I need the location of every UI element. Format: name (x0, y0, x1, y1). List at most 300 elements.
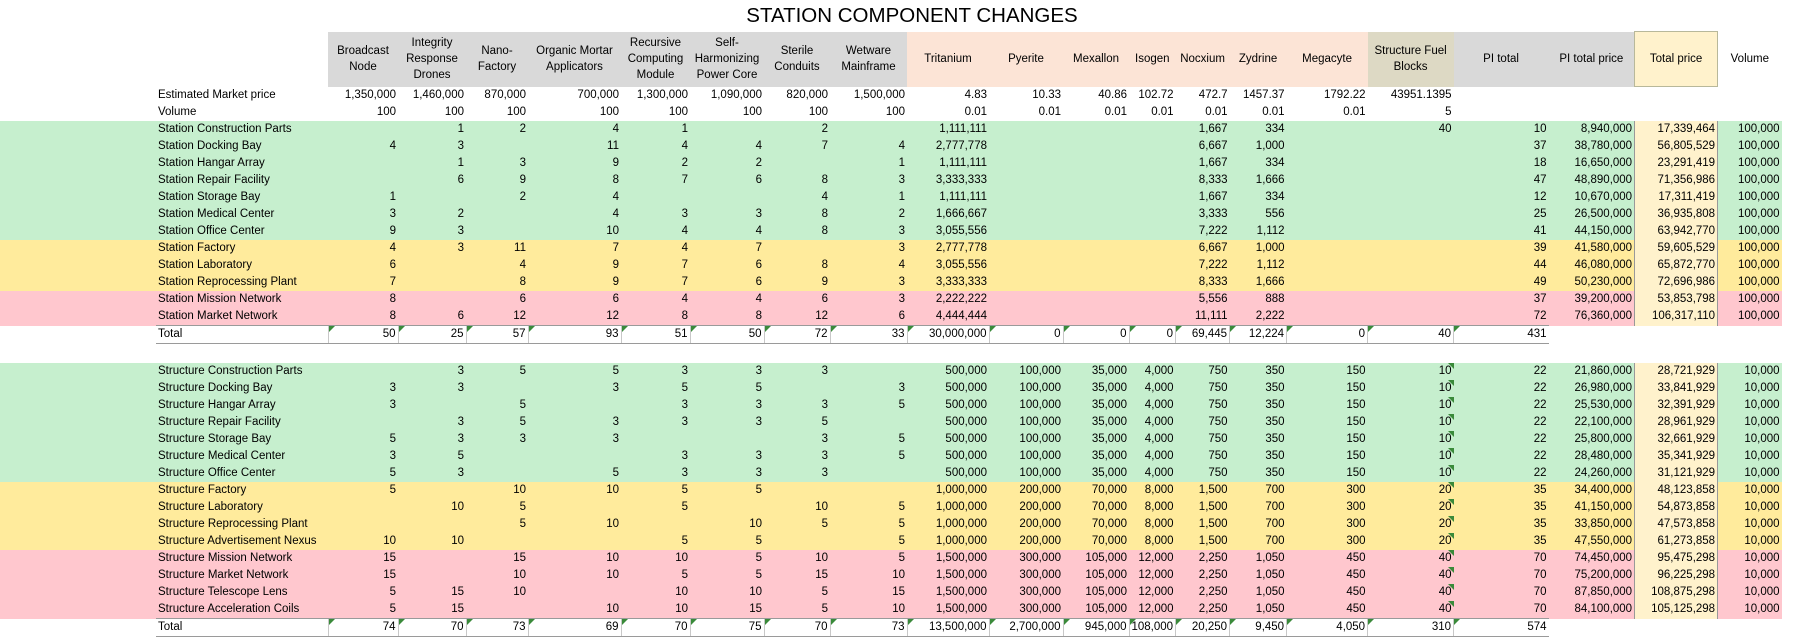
cell[interactable]: 17,339,464 (1635, 121, 1718, 138)
row-label[interactable]: Structure Factory (156, 482, 328, 499)
column-header-pi[interactable]: Broadcast Node (328, 32, 398, 87)
cell[interactable]: 7 (621, 257, 690, 274)
cell[interactable]: 3 (621, 414, 690, 431)
cell[interactable]: 5 (830, 550, 907, 567)
cell[interactable]: 3 (690, 448, 764, 465)
cell[interactable]: 4,000 (1129, 414, 1176, 431)
cell[interactable]: 10 (528, 550, 621, 567)
cell[interactable]: 9 (528, 257, 621, 274)
row-band[interactable] (0, 601, 156, 619)
cell[interactable]: 1,500,000 (907, 567, 989, 584)
cell[interactable] (764, 482, 830, 499)
cell[interactable]: 300,000 (989, 550, 1063, 567)
cell[interactable]: 100 (376, 106, 396, 118)
cell[interactable]: 300,000 (989, 601, 1063, 619)
column-header-mineral[interactable]: Pyerite (989, 32, 1063, 87)
cell[interactable]: 500,000 (907, 380, 989, 397)
row-label[interactable]: Structure Repair Facility (156, 414, 328, 431)
cell[interactable]: 35 (1454, 499, 1549, 516)
cell[interactable]: 21,860,000 (1549, 363, 1635, 380)
cell[interactable]: 26,500,000 (1549, 206, 1635, 223)
cell[interactable]: 12,000 (1129, 550, 1176, 567)
cell[interactable]: 20 (1368, 533, 1454, 550)
cell[interactable]: 9 (764, 274, 830, 291)
cell[interactable]: 5 (830, 448, 907, 465)
cell[interactable]: 3 (621, 465, 690, 482)
total-cell[interactable]: 40 (1368, 326, 1454, 344)
cell[interactable]: 43951.1395 (1390, 88, 1452, 101)
cell[interactable]: 10,000 (1718, 431, 1782, 448)
cell[interactable]: 10 (830, 601, 907, 619)
cell[interactable]: 750 (1176, 363, 1230, 380)
cell[interactable]: 39,200,000 (1549, 291, 1635, 308)
row-label[interactable]: Structure Storage Bay (156, 431, 328, 448)
cell[interactable]: 750 (1176, 465, 1230, 482)
cell[interactable]: 3 (830, 240, 907, 257)
cell[interactable]: 750 (1176, 448, 1230, 465)
cell[interactable]: 10,000 (1718, 601, 1782, 619)
cell[interactable]: 750 (1176, 431, 1230, 448)
row-label[interactable]: Station Hangar Array (156, 155, 328, 172)
cell[interactable]: 7,222 (1176, 257, 1230, 274)
cell[interactable]: 10 (528, 601, 621, 619)
cell[interactable]: 820,000 (786, 88, 828, 101)
cell[interactable] (398, 257, 466, 274)
total-label[interactable]: Total (156, 326, 328, 344)
cell[interactable]: 10,000 (1718, 380, 1782, 397)
cell[interactable]: 65,872,770 (1635, 257, 1718, 274)
cell[interactable]: 3 (328, 397, 398, 414)
cell[interactable]: 10 (466, 584, 528, 601)
cell[interactable]: 74,450,000 (1549, 550, 1635, 567)
cell[interactable] (1287, 138, 1368, 155)
cell[interactable]: 4,000 (1129, 380, 1176, 397)
cell[interactable]: 50,230,000 (1549, 274, 1635, 291)
cell[interactable]: 40 (1368, 601, 1454, 619)
cell[interactable]: 750 (1176, 380, 1230, 397)
cell[interactable]: 49 (1454, 274, 1549, 291)
row-label[interactable]: Station Docking Bay (156, 138, 328, 155)
row-label[interactable]: Station Repair Facility (156, 172, 328, 189)
cell[interactable]: 10,000 (1718, 567, 1782, 584)
row-label[interactable]: Structure Acceleration Coils (156, 601, 328, 619)
cell[interactable]: 47 (1454, 172, 1549, 189)
cell[interactable]: 700 (1230, 499, 1287, 516)
cell[interactable]: 4,000 (1129, 397, 1176, 414)
row-label[interactable]: Structure Market Network (156, 567, 328, 584)
cell[interactable]: 3 (764, 363, 830, 380)
market-price-row-label[interactable]: Estimated Market price (158, 88, 276, 101)
cell[interactable]: 10 (528, 567, 621, 584)
cell[interactable]: 40.86 (1098, 88, 1127, 101)
cell[interactable]: 36,935,808 (1635, 206, 1718, 223)
cell[interactable]: 0.01 (1104, 106, 1127, 118)
cell[interactable] (1287, 274, 1368, 291)
cell[interactable]: 750 (1176, 397, 1230, 414)
cell[interactable]: 4,000 (1129, 363, 1176, 380)
total-cell[interactable]: 93 (528, 326, 621, 344)
cell[interactable]: 10,000 (1718, 516, 1782, 533)
column-header-mineral[interactable]: Mexallon (1063, 32, 1129, 87)
cell[interactable]: 22 (1454, 414, 1549, 431)
cell[interactable]: 32,661,929 (1635, 431, 1718, 448)
cell[interactable] (830, 482, 907, 499)
cell[interactable]: 35 (1454, 482, 1549, 499)
cell[interactable]: 1,500,000 (907, 550, 989, 567)
cell[interactable]: 1,050 (1230, 550, 1287, 567)
cell[interactable] (1129, 291, 1176, 308)
cell[interactable] (989, 257, 1063, 274)
cell[interactable] (528, 499, 621, 516)
total-cell[interactable]: 70 (398, 619, 466, 637)
cell[interactable]: 4 (528, 206, 621, 223)
cell[interactable]: 5 (466, 414, 528, 431)
cell[interactable] (989, 291, 1063, 308)
cell[interactable]: 10 (764, 550, 830, 567)
cell[interactable]: 70 (1454, 550, 1549, 567)
cell[interactable]: 3 (830, 223, 907, 240)
cell[interactable]: 3 (690, 206, 764, 223)
cell[interactable]: 15 (466, 550, 528, 567)
cell[interactable]: 1,667 (1176, 189, 1230, 206)
row-band[interactable] (0, 172, 156, 189)
column-header-fuel[interactable]: Structure Fuel Blocks (1368, 32, 1454, 87)
row-band[interactable] (0, 533, 156, 550)
cell[interactable]: 0.01 (964, 106, 987, 118)
cell[interactable]: 10 (398, 499, 466, 516)
row-band[interactable] (0, 206, 156, 223)
cell[interactable]: 3 (621, 448, 690, 465)
cell[interactable]: 59,605,529 (1635, 240, 1718, 257)
cell[interactable]: 44 (1454, 257, 1549, 274)
cell[interactable]: 5 (466, 499, 528, 516)
cell[interactable] (398, 274, 466, 291)
cell[interactable]: 350 (1230, 380, 1287, 397)
cell[interactable]: 10 (1368, 414, 1454, 431)
cell[interactable]: 22 (1454, 397, 1549, 414)
cell[interactable]: 350 (1230, 414, 1287, 431)
cell[interactable]: 6 (764, 291, 830, 308)
total-cell[interactable]: 50 (690, 326, 764, 344)
cell[interactable]: 350 (1230, 363, 1287, 380)
row-band[interactable] (0, 291, 156, 308)
cell[interactable]: 150 (1287, 397, 1368, 414)
total-cell[interactable]: 108,000 (1129, 619, 1176, 637)
cell[interactable]: 33,841,929 (1635, 380, 1718, 397)
cell[interactable] (466, 533, 528, 550)
cell[interactable] (830, 414, 907, 431)
cell[interactable]: 4 (621, 223, 690, 240)
cell[interactable]: 10 (621, 584, 690, 601)
cell[interactable] (764, 240, 830, 257)
cell[interactable]: 10 (690, 516, 764, 533)
total-cell[interactable]: 70 (621, 619, 690, 637)
cell[interactable]: 5 (466, 363, 528, 380)
row-band[interactable] (0, 223, 156, 240)
cell[interactable]: 10 (1368, 431, 1454, 448)
cell[interactable]: 10,670,000 (1549, 189, 1635, 206)
row-band[interactable] (0, 567, 156, 584)
cell[interactable] (466, 601, 528, 619)
cell[interactable] (466, 223, 528, 240)
cell[interactable]: 2 (830, 206, 907, 223)
row-band[interactable] (0, 584, 156, 601)
cell[interactable]: 10,000 (1718, 414, 1782, 431)
cell[interactable]: 100,000 (1718, 155, 1782, 172)
cell[interactable]: 8 (764, 206, 830, 223)
cell[interactable]: 1,300,000 (636, 88, 688, 101)
cell[interactable]: 3 (328, 380, 398, 397)
cell[interactable]: 12 (466, 308, 528, 326)
cell[interactable]: 3 (764, 465, 830, 482)
cell[interactable]: 38,780,000 (1549, 138, 1635, 155)
cell[interactable]: 888 (1230, 291, 1287, 308)
cell[interactable]: 28,480,000 (1549, 448, 1635, 465)
cell[interactable] (690, 121, 764, 138)
cell[interactable]: 300,000 (989, 584, 1063, 601)
cell[interactable]: 100 (808, 106, 828, 118)
cell[interactable] (1368, 257, 1454, 274)
cell[interactable]: 0.01 (1343, 106, 1366, 118)
cell[interactable]: 28,721,929 (1635, 363, 1718, 380)
cell[interactable]: 15 (398, 584, 466, 601)
cell[interactable]: 2,250 (1176, 567, 1230, 584)
cell[interactable]: 20 (1368, 499, 1454, 516)
cell[interactable]: 3 (398, 223, 466, 240)
cell[interactable] (690, 499, 764, 516)
cell[interactable]: 0.01 (1205, 106, 1228, 118)
cell[interactable] (989, 189, 1063, 206)
cell[interactable]: 5 (621, 499, 690, 516)
cell[interactable]: 35,000 (1063, 465, 1129, 482)
column-header-total-price[interactable]: Total price (1635, 32, 1718, 87)
total-cell[interactable]: 945,000 (1063, 619, 1129, 637)
cell[interactable]: 47,550,000 (1549, 533, 1635, 550)
row-band[interactable] (0, 155, 156, 172)
cell[interactable]: 150 (1287, 414, 1368, 431)
cell[interactable]: 53,853,798 (1635, 291, 1718, 308)
cell[interactable]: 150 (1287, 431, 1368, 448)
cell[interactable]: 100,000 (1718, 172, 1782, 189)
cell[interactable]: 3 (690, 414, 764, 431)
row-band[interactable] (0, 308, 156, 326)
cell[interactable] (466, 465, 528, 482)
cell[interactable]: 3 (328, 206, 398, 223)
cell[interactable]: 15 (764, 567, 830, 584)
cell[interactable]: 3 (690, 465, 764, 482)
cell[interactable]: 1,111,111 (907, 155, 989, 172)
cell[interactable]: 10,000 (1718, 584, 1782, 601)
cell[interactable]: 11 (528, 138, 621, 155)
row-band[interactable] (0, 397, 156, 414)
cell[interactable]: 70,000 (1063, 499, 1129, 516)
row-band[interactable] (0, 550, 156, 567)
cell[interactable]: 72 (1454, 308, 1549, 326)
cell[interactable]: 63,942,770 (1635, 223, 1718, 240)
cell[interactable]: 300 (1287, 482, 1368, 499)
cell[interactable]: 100,000 (1718, 274, 1782, 291)
cell[interactable]: 70 (1454, 567, 1549, 584)
total-cell[interactable]: 69,445 (1176, 326, 1230, 344)
cell[interactable]: 2 (398, 206, 466, 223)
cell[interactable]: 3 (398, 380, 466, 397)
cell[interactable]: 450 (1287, 584, 1368, 601)
cell[interactable]: 8,000 (1129, 516, 1176, 533)
cell[interactable]: 10 (1368, 363, 1454, 380)
cell[interactable]: 25 (1454, 206, 1549, 223)
cell[interactable]: 1,500,000 (907, 601, 989, 619)
cell[interactable] (1129, 172, 1176, 189)
cell[interactable]: 500,000 (907, 431, 989, 448)
cell[interactable]: 300,000 (989, 567, 1063, 584)
cell[interactable]: 4 (621, 138, 690, 155)
column-header-pi-total[interactable]: PI total (1454, 32, 1549, 87)
cell[interactable]: 37 (1454, 138, 1549, 155)
cell[interactable]: 22,100,000 (1549, 414, 1635, 431)
cell[interactable]: 87,850,000 (1549, 584, 1635, 601)
cell[interactable]: 200,000 (989, 499, 1063, 516)
cell[interactable]: 8 (466, 274, 528, 291)
cell[interactable]: 5 (830, 516, 907, 533)
cell[interactable]: 20 (1368, 482, 1454, 499)
cell[interactable] (690, 189, 764, 206)
cell[interactable] (1287, 308, 1368, 326)
cell[interactable]: 105,000 (1063, 601, 1129, 619)
total-cell[interactable]: 72 (764, 326, 830, 344)
cell[interactable]: 46,080,000 (1549, 257, 1635, 274)
cell[interactable] (1063, 138, 1129, 155)
cell[interactable]: 6,667 (1176, 138, 1230, 155)
cell[interactable]: 4,000 (1129, 465, 1176, 482)
cell[interactable]: 3 (398, 240, 466, 257)
cell[interactable]: 54,873,858 (1635, 499, 1718, 516)
total-cell[interactable]: 57 (466, 326, 528, 344)
cell[interactable]: 300 (1287, 499, 1368, 516)
cell[interactable]: 12,000 (1129, 567, 1176, 584)
cell[interactable]: 10,000 (1718, 533, 1782, 550)
row-label[interactable]: Station Office Center (156, 223, 328, 240)
cell[interactable]: 10,000 (1718, 448, 1782, 465)
cell[interactable]: 100 (506, 106, 526, 118)
cell[interactable] (528, 448, 621, 465)
cell[interactable]: 3 (328, 448, 398, 465)
cell[interactable]: 5 (621, 380, 690, 397)
cell[interactable]: 5 (690, 550, 764, 567)
cell[interactable]: 1,500,000 (853, 88, 905, 101)
cell[interactable]: 10 (1368, 380, 1454, 397)
cell[interactable]: 28,961,929 (1635, 414, 1718, 431)
row-band[interactable] (0, 240, 156, 257)
cell[interactable]: 3,055,556 (907, 223, 989, 240)
cell[interactable]: 10 (466, 567, 528, 584)
cell[interactable] (1287, 121, 1368, 138)
total-cell[interactable]: 30,000,000 (907, 326, 989, 344)
row-band[interactable] (0, 138, 156, 155)
cell[interactable] (1129, 257, 1176, 274)
cell[interactable]: 6 (690, 172, 764, 189)
cell[interactable]: 33,850,000 (1549, 516, 1635, 533)
cell[interactable]: 10 (1368, 448, 1454, 465)
cell[interactable]: 106,317,110 (1635, 308, 1718, 326)
cell[interactable]: 100,000 (989, 414, 1063, 431)
cell[interactable]: 22 (1454, 465, 1549, 482)
column-header-pi[interactable]: Integrity Response Drones (398, 32, 466, 87)
cell[interactable]: 95,475,298 (1635, 550, 1718, 567)
cell[interactable]: 1,666 (1230, 274, 1287, 291)
cell[interactable] (1063, 189, 1129, 206)
total-cell[interactable]: 73 (466, 619, 528, 637)
cell[interactable] (1368, 206, 1454, 223)
cell[interactable]: 350 (1230, 397, 1287, 414)
cell[interactable]: 3 (398, 465, 466, 482)
cell[interactable]: 100,000 (1718, 257, 1782, 274)
cell[interactable]: 4,000 (1129, 448, 1176, 465)
total-cell[interactable]: 0 (1287, 326, 1368, 344)
row-label[interactable]: Station Storage Bay (156, 189, 328, 206)
total-cell[interactable]: 0 (989, 326, 1063, 344)
cell[interactable] (830, 465, 907, 482)
cell[interactable]: 6 (398, 172, 466, 189)
cell[interactable]: 150 (1287, 465, 1368, 482)
cell[interactable] (989, 138, 1063, 155)
row-label[interactable]: Station Construction Parts (156, 121, 328, 138)
cell[interactable]: 7 (621, 274, 690, 291)
cell[interactable]: 100,000 (989, 465, 1063, 482)
cell[interactable]: 8 (528, 172, 621, 189)
cell[interactable]: 5 (328, 601, 398, 619)
cell[interactable]: 8 (328, 291, 398, 308)
cell[interactable]: 8,000 (1129, 533, 1176, 550)
cell[interactable] (621, 431, 690, 448)
cell[interactable]: 556 (1230, 206, 1287, 223)
cell[interactable]: 1,050 (1230, 601, 1287, 619)
cell[interactable]: 15 (328, 567, 398, 584)
column-header-pi[interactable]: Nano-Factory (466, 32, 528, 87)
cell[interactable] (466, 448, 528, 465)
row-band[interactable] (0, 431, 156, 448)
cell[interactable]: 3 (830, 274, 907, 291)
row-label[interactable]: Structure Medical Center (156, 448, 328, 465)
cell[interactable]: 1 (328, 189, 398, 206)
cell[interactable] (1129, 223, 1176, 240)
cell[interactable]: 100,000 (989, 431, 1063, 448)
cell[interactable]: 100,000 (989, 397, 1063, 414)
cell[interactable]: 75,200,000 (1549, 567, 1635, 584)
cell[interactable]: 22 (1454, 431, 1549, 448)
cell[interactable]: 1,500 (1176, 533, 1230, 550)
cell[interactable] (764, 533, 830, 550)
cell[interactable]: 100,000 (1718, 223, 1782, 240)
cell[interactable]: 100,000 (989, 380, 1063, 397)
cell[interactable]: 1,500,000 (907, 584, 989, 601)
cell[interactable]: 500,000 (907, 363, 989, 380)
cell[interactable]: 8 (328, 308, 398, 326)
cell[interactable] (1129, 189, 1176, 206)
cell[interactable]: 35,000 (1063, 363, 1129, 380)
total-cell[interactable]: 13,500,000 (907, 619, 989, 637)
cell[interactable] (398, 189, 466, 206)
cell[interactable]: 5 (830, 533, 907, 550)
cell[interactable]: 3 (398, 363, 466, 380)
cell[interactable]: 3 (528, 431, 621, 448)
cell[interactable]: 10 (328, 533, 398, 550)
cell[interactable]: 102.72 (1138, 88, 1174, 101)
cell[interactable] (989, 172, 1063, 189)
cell[interactable]: 10 (1454, 121, 1549, 138)
total-cell[interactable]: 9,450 (1230, 619, 1287, 637)
cell[interactable]: 10,000 (1718, 465, 1782, 482)
cell[interactable] (328, 516, 398, 533)
